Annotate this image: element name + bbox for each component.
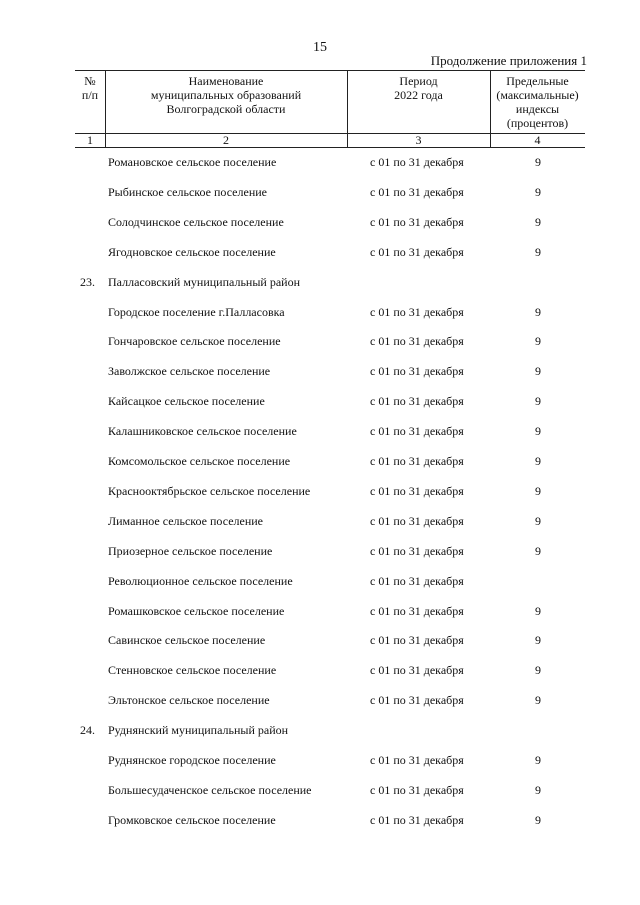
row-index: 9	[535, 693, 541, 708]
district-row	[0, 272, 640, 292]
row-index: 9	[535, 334, 541, 349]
row-index: 9	[535, 663, 541, 678]
row-period: с 01 по 31 декабря	[370, 753, 464, 767]
row-period: с 01 по 31 декабря	[370, 244, 464, 259]
row-period: с 01 по 31 декабря	[370, 543, 464, 558]
row-name: Савинское сельское поселение	[108, 633, 266, 648]
header-col-period: Период 2022 года	[394, 74, 443, 102]
table-row	[0, 630, 640, 650]
row-index: 9	[535, 812, 541, 827]
table-row	[0, 421, 640, 441]
table-row	[0, 302, 640, 322]
row-name: Палласовский муниципальный район	[108, 274, 300, 289]
table-row	[0, 331, 640, 351]
table-row	[0, 571, 640, 591]
row-index: 9	[535, 633, 541, 648]
row-name: Ромашковское сельское поселение	[108, 603, 285, 618]
header-col-name: Наименование муниципальных образований Волгоградской области	[150, 74, 302, 116]
row-index: 9	[535, 483, 541, 498]
row-period: с 01 по 31 декабря	[370, 812, 464, 827]
header-col-index: Предельные (максимальные) индексы (процентов)	[496, 74, 579, 130]
row-index: 9	[535, 304, 541, 319]
row-period: с 01 по 31 декабря	[370, 454, 464, 468]
table-row	[0, 750, 640, 770]
continuation-label: Продолжение приложения 1	[430, 53, 587, 68]
table-row	[0, 152, 640, 172]
row-name: Большесудаченское сельское поселение	[108, 782, 312, 797]
row-name: Заволжское сельское поселение	[108, 364, 271, 379]
row-period: с 01 по 31 декабря	[370, 693, 464, 708]
row-name: Ягодновское сельское поселение	[108, 244, 276, 259]
row-period: с 01 по 31 декабря	[370, 603, 464, 618]
row-index: 9	[535, 513, 541, 528]
row-name: Городское поселение г.Палласовка	[108, 304, 285, 319]
row-period: с 01 по 31 декабря	[370, 663, 464, 678]
table-row	[0, 690, 640, 710]
row-period: с 01 по 31 декабря	[370, 214, 464, 229]
table-row	[0, 660, 640, 680]
row-index: 9	[535, 603, 541, 618]
row-name: Громковское сельское поселение	[108, 812, 276, 827]
column-number-2: 2	[223, 133, 229, 147]
row-name: Гончаровское сельское поселение	[108, 334, 281, 349]
row-name: Калашниковское сельское поселение	[108, 424, 297, 439]
row-number: 24.	[80, 723, 95, 738]
row-name: Романовское сельское поселение	[108, 155, 277, 169]
district-row	[0, 720, 640, 740]
table-row	[0, 391, 640, 411]
table-row	[0, 212, 640, 232]
row-period: с 01 по 31 декабря	[370, 633, 464, 648]
row-name: Эльтонское сельское поселение	[108, 693, 270, 708]
row-index: 9	[535, 244, 541, 259]
header-col-number: № п/п	[81, 74, 99, 102]
row-index: 9	[535, 424, 541, 439]
row-period: с 01 по 31 декабря	[370, 334, 464, 349]
table-header	[75, 70, 585, 148]
row-number: 23.	[80, 274, 95, 289]
row-name: Солодчинское сельское поселение	[108, 214, 284, 229]
row-name: Стенновское сельское поселение	[108, 663, 277, 678]
row-index: 9	[535, 364, 541, 379]
row-period: с 01 по 31 декабря	[370, 364, 464, 379]
column-number-3: 3	[415, 133, 422, 147]
row-name: Рыбинское сельское поселение	[108, 184, 267, 199]
row-period: с 01 по 31 декабря	[370, 782, 464, 797]
row-index: 9	[535, 394, 541, 409]
table-row	[0, 242, 640, 262]
row-name: Кайсацкое сельское поселение	[108, 394, 265, 409]
table-row	[0, 541, 640, 561]
column-number-4: 4	[534, 133, 541, 147]
table-row	[0, 601, 640, 621]
row-name: Приозерное сельское поселение	[108, 543, 273, 558]
row-index: 9	[535, 155, 541, 169]
table-row	[0, 451, 640, 471]
row-index: 9	[535, 454, 541, 468]
row-index: 9	[535, 214, 541, 229]
row-period: с 01 по 31 декабря	[370, 483, 464, 498]
table-row	[0, 361, 640, 381]
row-index: 9	[535, 753, 541, 767]
row-index: 9	[535, 782, 541, 797]
row-period: с 01 по 31 декабря	[370, 304, 464, 319]
row-name: Руднянское городское поселение	[108, 753, 276, 767]
row-period: с 01 по 31 декабря	[370, 155, 464, 169]
row-name: Руднянский муниципальный район	[108, 723, 289, 738]
table-row	[0, 780, 640, 800]
row-period: с 01 по 31 декабря	[370, 573, 464, 588]
row-period: с 01 по 31 декабря	[370, 513, 464, 528]
table-row	[0, 810, 640, 830]
row-period: с 01 по 31 декабря	[370, 184, 464, 199]
row-period: с 01 по 31 декабря	[370, 424, 464, 439]
table-row	[0, 182, 640, 202]
row-name: Революционное сельское поселение	[108, 573, 293, 588]
page-number: 15	[313, 40, 327, 55]
row-index: 9	[535, 184, 541, 199]
row-name: Краснооктябрьское сельское поселение	[108, 483, 311, 498]
table-row	[0, 511, 640, 531]
row-period: с 01 по 31 декабря	[370, 394, 464, 409]
row-name: Комсомольское сельское поселение	[108, 454, 291, 468]
row-name: Лиманное сельское поселение	[108, 513, 263, 528]
column-number-1: 1	[87, 133, 93, 147]
row-index: 9	[535, 543, 541, 558]
table-row	[0, 481, 640, 501]
